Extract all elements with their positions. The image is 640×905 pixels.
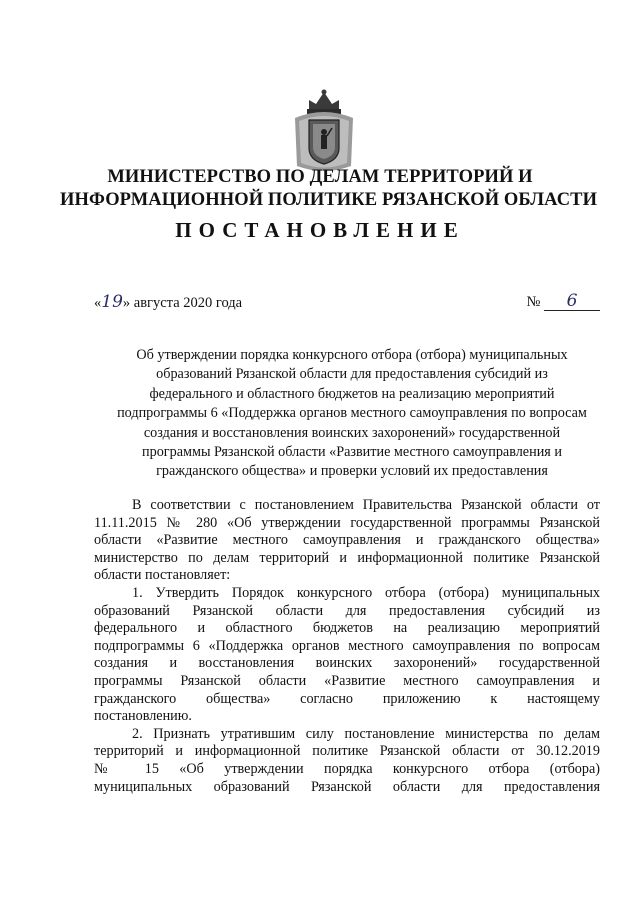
body-line: министерство по делам территорий и информационной политике Рязанской	[94, 549, 600, 566]
body-line: 11.11.2015 № 280 «Об утверждении государственной программы Рязанской	[94, 514, 600, 531]
body-line: федерального и областного бюджетов на реализацию мероприятий	[94, 620, 600, 637]
subject-line: гражданского общества» и проверки условий их предоставления	[156, 463, 548, 480]
document-date	[94, 292, 242, 312]
body-line: подпрограммы 6 «Поддержка органов местного самоуправления по вопросам	[94, 637, 600, 654]
document-body	[94, 497, 600, 796]
date-number-row	[94, 292, 600, 316]
body-line: программы Рязанской области «Развитие местного самоуправления и	[94, 672, 600, 689]
subject-line: программы Рязанской области «Развитие местного самоуправления и	[142, 444, 562, 461]
subject-line: создания и восстановления воинских захоронений» государственной	[143, 424, 561, 441]
body-line: муниципальных образований Рязанской области для предоставления	[94, 778, 600, 795]
body-line: 2. Признать утратившим силу постановление министерства по делам	[132, 725, 600, 742]
body-line: 1. Утвердить Порядок конкурсного отбора (отбора) муниципальных	[132, 584, 600, 601]
ministry-name-line: ИНФОРМАЦИОННОЙ ПОЛИТИКЕ РЯЗАНСКОЙ ОБЛАСТИ	[60, 190, 598, 210]
body-line: гражданского общества» согласно приложению к настоящему	[94, 690, 600, 707]
subject-line: федерального и областного бюджетов на реализацию мероприятий	[149, 385, 555, 402]
subject-line: подпрограммы 6 «Поддержка органов местного самоуправления по вопросам	[117, 405, 587, 422]
document-type-title: ПОСТАНОВЛЕНИЕ	[175, 218, 465, 242]
document-subject	[92, 346, 612, 482]
body-line: постановлению.	[94, 708, 192, 725]
body-line: области постановляет:	[94, 567, 231, 584]
body-line: области «Развитие местного самоуправления и гражданского общества»	[94, 532, 600, 549]
date-open-quote: «	[94, 295, 102, 311]
date-month-year: » августа 2020 года	[122, 295, 243, 311]
ryazan-coat-of-arms-icon	[289, 88, 359, 176]
handwritten-day: 19	[101, 292, 123, 312]
ministry-name-line: МИНИСТЕРСТВО ПО ДЕЛАМ ТЕРРИТОРИЙ И	[107, 167, 533, 187]
body-line: В соответствии с постановлением Правительства Рязанской области от	[132, 497, 600, 513]
document-number	[527, 292, 600, 311]
subject-line: Об утверждении порядка конкурсного отбора (отбора) муниципальных	[136, 347, 568, 363]
body-line: создания и восстановления воинских захоронений» государственной	[94, 655, 600, 672]
ministry-name	[60, 166, 598, 212]
body-line: образований Рязанской области для предоставления субсидий из	[94, 602, 600, 619]
body-line: территорий и информационной политике Рязанской области от 30.12.2019	[94, 743, 600, 760]
handwritten-number: 6	[544, 292, 600, 311]
subject-line: образований Рязанской области для предоставления субсидий из	[156, 366, 548, 383]
number-label: №	[526, 294, 541, 310]
body-line: № 15 «Об утверждении порядка конкурсного отбора (отбора)	[94, 760, 600, 777]
